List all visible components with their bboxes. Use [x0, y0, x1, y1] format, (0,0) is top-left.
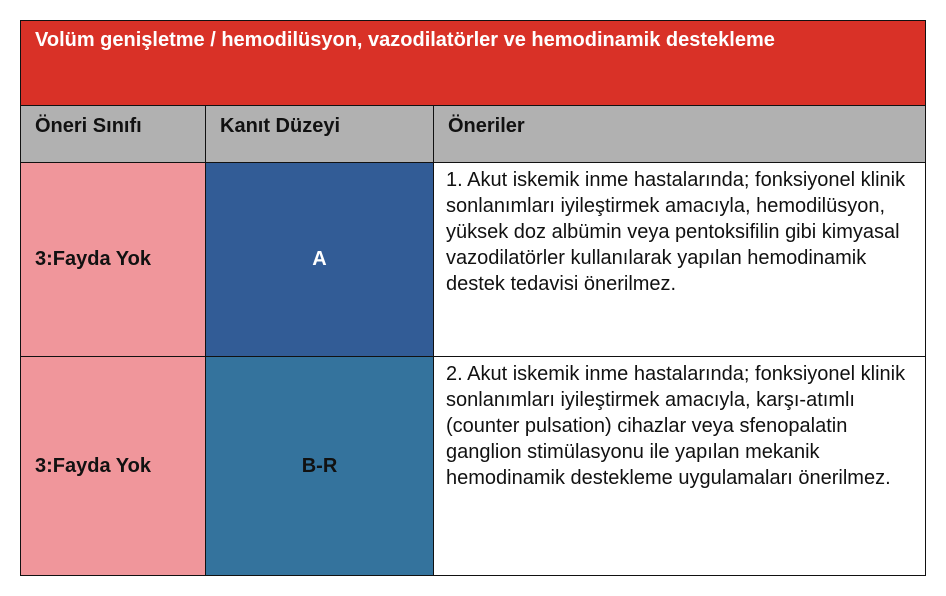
row-2-level — [206, 357, 434, 575]
header-evidence-level: Kanıt Düzeyi — [206, 106, 434, 163]
recommendation-table — [20, 20, 926, 576]
row-2-recommendation: 2. Akut iskemik inme hastalarında; fonksiyonel klinik sonlanımları iyileştirmek amacıyla, karşı-atımlı (counter pulsation) cihazlar veya sfenopalatin ganglion stimülasyonu ile yapılan mekanik hemodinamik destekleme uygulamaları önerilmez. — [434, 357, 925, 575]
header-recommendations: Öneriler — [434, 106, 925, 163]
row-1-level-text: A — [312, 248, 327, 270]
header-recommendation-class: Öneri Sınıfı — [21, 106, 206, 163]
row-1-recommendation: 1. Akut iskemik inme hastalarında; fonksiyonel klinik sonlanımları iyileştirmek amacıyla, hemodilüsyon, yüksek doz albümin veya pentoksifilin gibi kimyasal vazodilatörler kullanılarak yapılan hemodinamik destek tedavisi önerilmez. — [434, 163, 925, 357]
row-1-level — [206, 163, 434, 357]
row-1-class — [21, 163, 206, 357]
row-2-level-text: B-R — [301, 454, 338, 477]
row-2-class — [21, 357, 206, 575]
row-2-class-text: 3:Fayda Yok — [35, 454, 151, 477]
row-1-class-text: 3:Fayda Yok — [35, 248, 151, 270]
table-title: Volüm genişletme / hemodilüsyon, vazodilatörler ve hemodinamik destekleme — [21, 21, 925, 106]
